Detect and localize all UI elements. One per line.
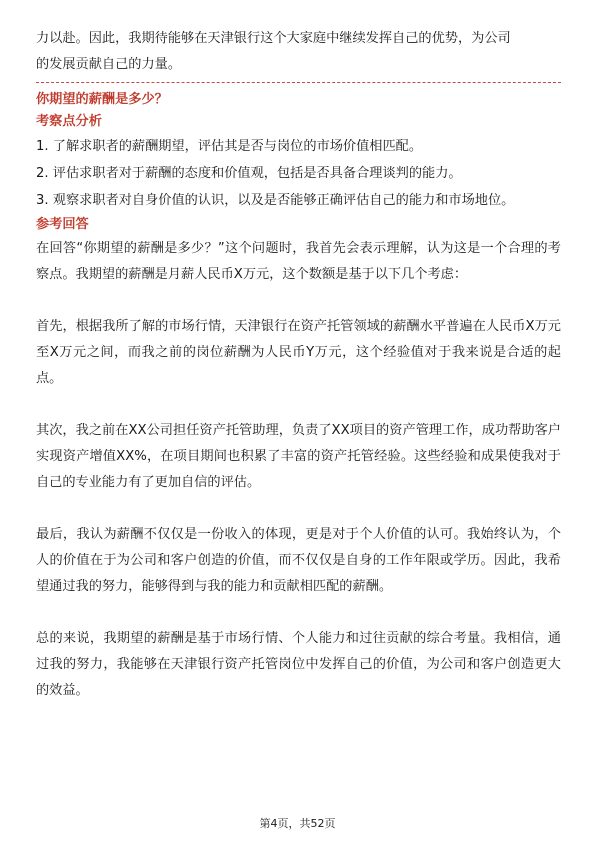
answer-paragraph-1: 在回答“你期望的薪酬是多少？”这个问题时，我首先会表示理解，认为这是一个合理的考察点。我期望的薪酬是月薪人民币X万元，这个数额是基于以下几个考虑： — [36, 241, 561, 282]
intro-line-2: 的发展贡献自己的力量。 — [36, 57, 182, 72]
section-divider — [36, 82, 561, 83]
paragraph-gap — [36, 600, 561, 626]
answer-heading: 参考回答 — [36, 217, 89, 232]
answer-paragraph-3: 其次，我之前在XX公司担任资产托管助理，负责了XX项目的资产管理工作，成功帮助客户实现资产增值XX%，在项目期间也积累了丰富的资产托管经验。这些经验和成果使我对于自己的专业能力有了更加自信的评估。 — [36, 423, 561, 490]
answer-paragraph-5: 总的来说，我期望的薪酬是基于市场行情、个人能力和过往贡献的综合考量。我相信，通过我的努力，我能够在天津银行资产托管岗位中发挥自己的价值，为公司和客户创造更大的效益。 — [36, 631, 561, 698]
intro-line-1: 力以赴。因此，我期待能够在天津银行这个大家庭中继续发挥自己的优势，为公司 — [36, 31, 511, 46]
analysis-heading: 考察点分析 — [36, 114, 102, 129]
paragraph-gap — [36, 392, 561, 418]
answer-paragraph-2: 首先，根据我所了解的市场行情，天津银行在资产托管领域的薪酬水平普遍在人民币X万元至X万元之间，而我之前的岗位薪酬为人民币Y万元，这个经验值对于我来说是合适的起点。 — [36, 319, 561, 386]
analysis-item-3: 3. 观察求职者对自身价值的认识，以及是否能够正确评估自己的能力和市场地位。 — [36, 193, 515, 208]
analysis-item-2: 2. 评估求职者对于薪酬的态度和价值观，包括是否具备合理谈判的能力。 — [36, 166, 462, 181]
paragraph-gap — [36, 496, 561, 522]
paragraph-gap — [36, 288, 561, 314]
page-number: 第4页，共52页 — [259, 817, 336, 830]
analysis-item-1: 1. 了解求职者的薪酬期望，评估其是否与岗位的市场价值相匹配。 — [36, 139, 423, 154]
answer-paragraph-4: 最后，我认为薪酬不仅仅是一份收入的体现，更是对于个人价值的认可。我始终认为，个人的价值在于为公司和客户创造的价值，而不仅仅是自身的工作年限或学历。因此，我希望通过我的努力，能够得到与我的能力和贡献相匹配的薪酬。 — [36, 527, 561, 594]
question-title: 你期望的薪酬是多少？ — [36, 92, 168, 107]
page-content — [36, 26, 561, 704]
